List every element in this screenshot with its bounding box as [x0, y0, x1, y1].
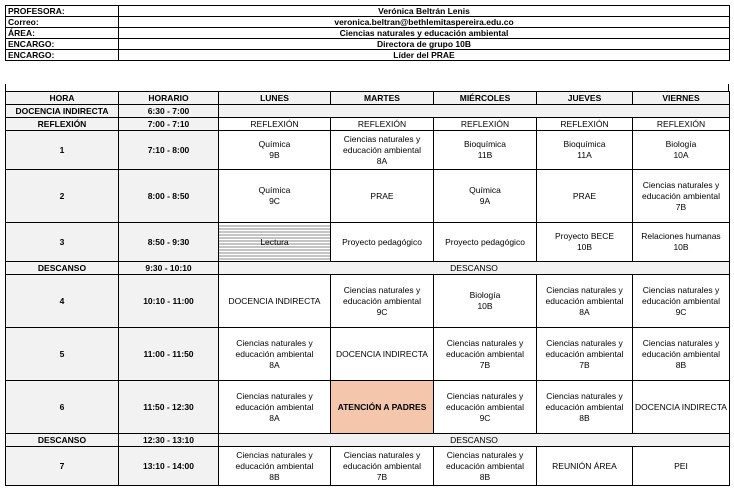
class-cell	[219, 131, 331, 170]
class-cell	[219, 447, 331, 486]
class-subject: Ciencias naturales y educación ambiental	[343, 449, 421, 471]
class-subject: Bioquímica	[463, 139, 507, 149]
class-cell: REFLEXIÓN	[537, 118, 633, 131]
class-group: 9A	[479, 196, 491, 206]
info-row	[6, 17, 730, 28]
table-row	[6, 118, 730, 131]
class-cell: REFLEXIÓN	[633, 118, 730, 131]
class-cell	[434, 328, 537, 381]
info-label: ÁREA:	[6, 28, 119, 39]
class-group: 7B	[479, 359, 491, 370]
schedule-table	[5, 91, 730, 486]
time-range: 8:00 - 8:50	[119, 170, 219, 223]
schedule-header-row	[6, 92, 730, 105]
class-subject: Ciencias naturales y educación ambiental	[235, 449, 314, 471]
hour-label: DESCANSO	[6, 434, 119, 447]
class-group: 8B	[579, 412, 590, 423]
hour-label: 7	[6, 447, 119, 486]
header-day: MARTES	[331, 92, 434, 105]
class-subject: PEI	[674, 460, 688, 471]
class-subject: Ciencias naturales y educación ambiental	[642, 337, 720, 359]
teacher-assignment: Directora de grupo 10B	[119, 39, 730, 50]
time-range: 12:30 - 13:10	[119, 434, 219, 447]
time-range: 8:50 - 9:30	[119, 223, 219, 262]
class-subject: Química	[258, 139, 291, 149]
class-subject: Ciencias naturales y educación ambiental	[235, 337, 314, 359]
class-cell	[633, 223, 730, 262]
class-subject: Proyecto BECE	[554, 231, 615, 241]
table-row	[6, 170, 730, 223]
class-group: 10B	[576, 242, 593, 252]
class-cell: REFLEXIÓN	[434, 118, 537, 131]
class-cell	[633, 275, 730, 328]
class-cell	[434, 131, 537, 170]
class-group: 8A	[269, 412, 280, 423]
class-cell	[219, 275, 331, 328]
class-group: 9C	[675, 306, 687, 317]
class-group: 10B	[477, 301, 493, 311]
class-cell	[434, 447, 537, 486]
class-subject: Biología	[469, 290, 501, 300]
class-subject: DOCENCIA INDIRECTA	[336, 348, 428, 359]
header-day: LUNES	[219, 92, 331, 105]
class-cell	[537, 275, 633, 328]
class-group: 7B	[579, 359, 590, 370]
class-cell	[434, 223, 537, 262]
teacher-email: veronica.beltran@bethlemitaspereira.edu.co	[119, 17, 730, 28]
class-group: 8B	[675, 359, 687, 370]
class-group: 7B	[675, 201, 687, 212]
class-subject: DOCENCIA INDIRECTA	[228, 295, 321, 306]
class-subject: Proyecto pedagógico	[445, 236, 525, 247]
header-hora: HORA	[6, 92, 119, 105]
class-subject: Bioquímica	[563, 139, 606, 149]
time-range: 7:00 - 7:10	[119, 118, 219, 131]
class-group: 9C	[479, 412, 491, 423]
table-row	[6, 131, 730, 170]
class-group: 9C	[269, 196, 280, 206]
header-day: MIÉRCOLES	[434, 92, 537, 105]
header-day: JUEVES	[537, 92, 633, 105]
info-row	[6, 50, 730, 61]
info-label: ENCARGO:	[6, 50, 119, 61]
class-subject: Ciencias naturales y educación ambiental	[343, 284, 421, 306]
class-cell	[633, 381, 730, 434]
class-cell	[331, 131, 434, 170]
class-subject: REUNIÓN ÁREA	[552, 460, 617, 471]
class-group: 11A	[577, 150, 592, 160]
hour-label: REFLEXIÓN	[6, 118, 119, 131]
class-cell	[331, 328, 434, 381]
table-row	[6, 447, 730, 486]
class-cell	[633, 131, 730, 170]
empty-slot	[219, 105, 730, 118]
hour-label: 3	[6, 223, 119, 262]
class-cell	[331, 223, 434, 262]
time-range: 11:00 - 11:50	[119, 328, 219, 381]
info-row	[6, 28, 730, 39]
class-cell	[633, 170, 730, 223]
class-cell	[219, 381, 331, 434]
class-group: 8A	[376, 155, 388, 166]
info-label: ENCARGO:	[6, 39, 119, 50]
time-range: 13:10 - 14:00	[119, 447, 219, 486]
teacher-name: Verónica Beltrán Lenis	[119, 6, 730, 17]
class-cell	[537, 381, 633, 434]
class-cell	[537, 131, 633, 170]
class-subject: PRAE	[370, 190, 394, 201]
class-cell	[537, 447, 633, 486]
class-subject: Ciencias naturales y educación ambiental	[446, 449, 524, 471]
class-cell	[537, 328, 633, 381]
class-cell	[219, 223, 331, 262]
class-cell	[331, 170, 434, 223]
hour-label: 5	[6, 328, 119, 381]
time-range: 11:50 - 12:30	[119, 381, 219, 434]
table-row	[6, 434, 730, 447]
hour-label: 1	[6, 131, 119, 170]
class-subject: Proyecto pedagógico	[342, 236, 422, 247]
class-subject: Química	[258, 185, 291, 195]
class-group: 10A	[673, 150, 689, 160]
class-group: 8A	[269, 359, 280, 370]
class-group: 7B	[376, 471, 388, 482]
class-cell	[219, 170, 331, 223]
class-group: 8B	[479, 471, 491, 482]
header-day: VIERNES	[633, 92, 730, 105]
time-range: 7:10 - 8:00	[119, 131, 219, 170]
class-subject: Ciencias naturales y educación ambiental	[446, 337, 524, 359]
hour-label: DOCENCIA INDIRECTA	[6, 105, 119, 118]
class-group: 8A	[579, 306, 590, 317]
table-row	[6, 223, 730, 262]
teacher-area: Ciencias naturales y educación ambiental	[119, 28, 730, 39]
class-cell	[537, 223, 633, 262]
class-group: 10B	[673, 242, 689, 252]
info-label: Correo:	[6, 17, 119, 28]
class-cell	[434, 275, 537, 328]
class-group: 9B	[269, 150, 280, 160]
table-row	[6, 381, 730, 434]
class-subject: Ciencias naturales y educación ambiental	[235, 390, 314, 412]
class-cell	[434, 381, 537, 434]
hour-label: 6	[6, 381, 119, 434]
class-cell	[434, 170, 537, 223]
info-row	[6, 6, 730, 17]
class-subject: Ciencias naturales y educación ambiental	[446, 390, 524, 412]
class-subject: Ciencias naturales y educación ambiental	[545, 390, 624, 412]
class-subject: Ciencias naturales y educación ambiental	[642, 284, 720, 306]
table-row	[6, 275, 730, 328]
class-cell	[633, 328, 730, 381]
class-group: 8B	[269, 471, 280, 482]
info-label: PROFESORA:	[6, 6, 119, 17]
class-subject: Ciencias naturales y educación ambiental	[642, 179, 720, 201]
class-subject: Química	[469, 185, 501, 195]
table-row	[6, 328, 730, 381]
time-range: 9:30 - 10:10	[119, 262, 219, 275]
class-subject: ATENCIÓN A PADRES	[337, 401, 427, 412]
teacher-assignment: Líder del PRAE	[119, 50, 730, 61]
hour-label: 2	[6, 170, 119, 223]
parents-attention-cell	[331, 381, 434, 434]
table-row	[6, 262, 730, 275]
header-horario: HORARIO	[119, 92, 219, 105]
table-gap	[5, 84, 729, 91]
class-cell: REFLEXIÓN	[331, 118, 434, 131]
class-cell	[633, 447, 730, 486]
class-subject: PRAE	[572, 190, 597, 201]
class-cell	[219, 328, 331, 381]
class-cell: REFLEXIÓN	[219, 118, 331, 131]
class-cell	[331, 447, 434, 486]
class-subject: Biología	[665, 139, 697, 149]
class-subject: Ciencias naturales y educación ambiental	[545, 337, 624, 359]
hour-label: DESCANSO	[6, 262, 119, 275]
class-subject: Ciencias naturales y educación ambiental	[343, 133, 421, 155]
table-row	[6, 105, 730, 118]
class-subject: Lectura	[260, 236, 289, 247]
class-subject: Ciencias naturales y educación ambiental	[545, 284, 624, 306]
class-cell	[331, 275, 434, 328]
class-cell	[537, 170, 633, 223]
hour-label: 4	[6, 275, 119, 328]
break-banner: DESCANSO	[219, 434, 730, 447]
class-group: 11B	[477, 150, 493, 160]
class-subject: DOCENCIA INDIRECTA	[635, 401, 727, 412]
teacher-info-table	[5, 5, 730, 61]
class-subject: Relaciones humanas	[641, 231, 721, 241]
info-row	[6, 39, 730, 50]
time-range: 10:10 - 11:00	[119, 275, 219, 328]
break-banner: DESCANSO	[219, 262, 730, 275]
class-group: 9C	[376, 306, 388, 317]
time-range: 6:30 - 7:00	[119, 105, 219, 118]
